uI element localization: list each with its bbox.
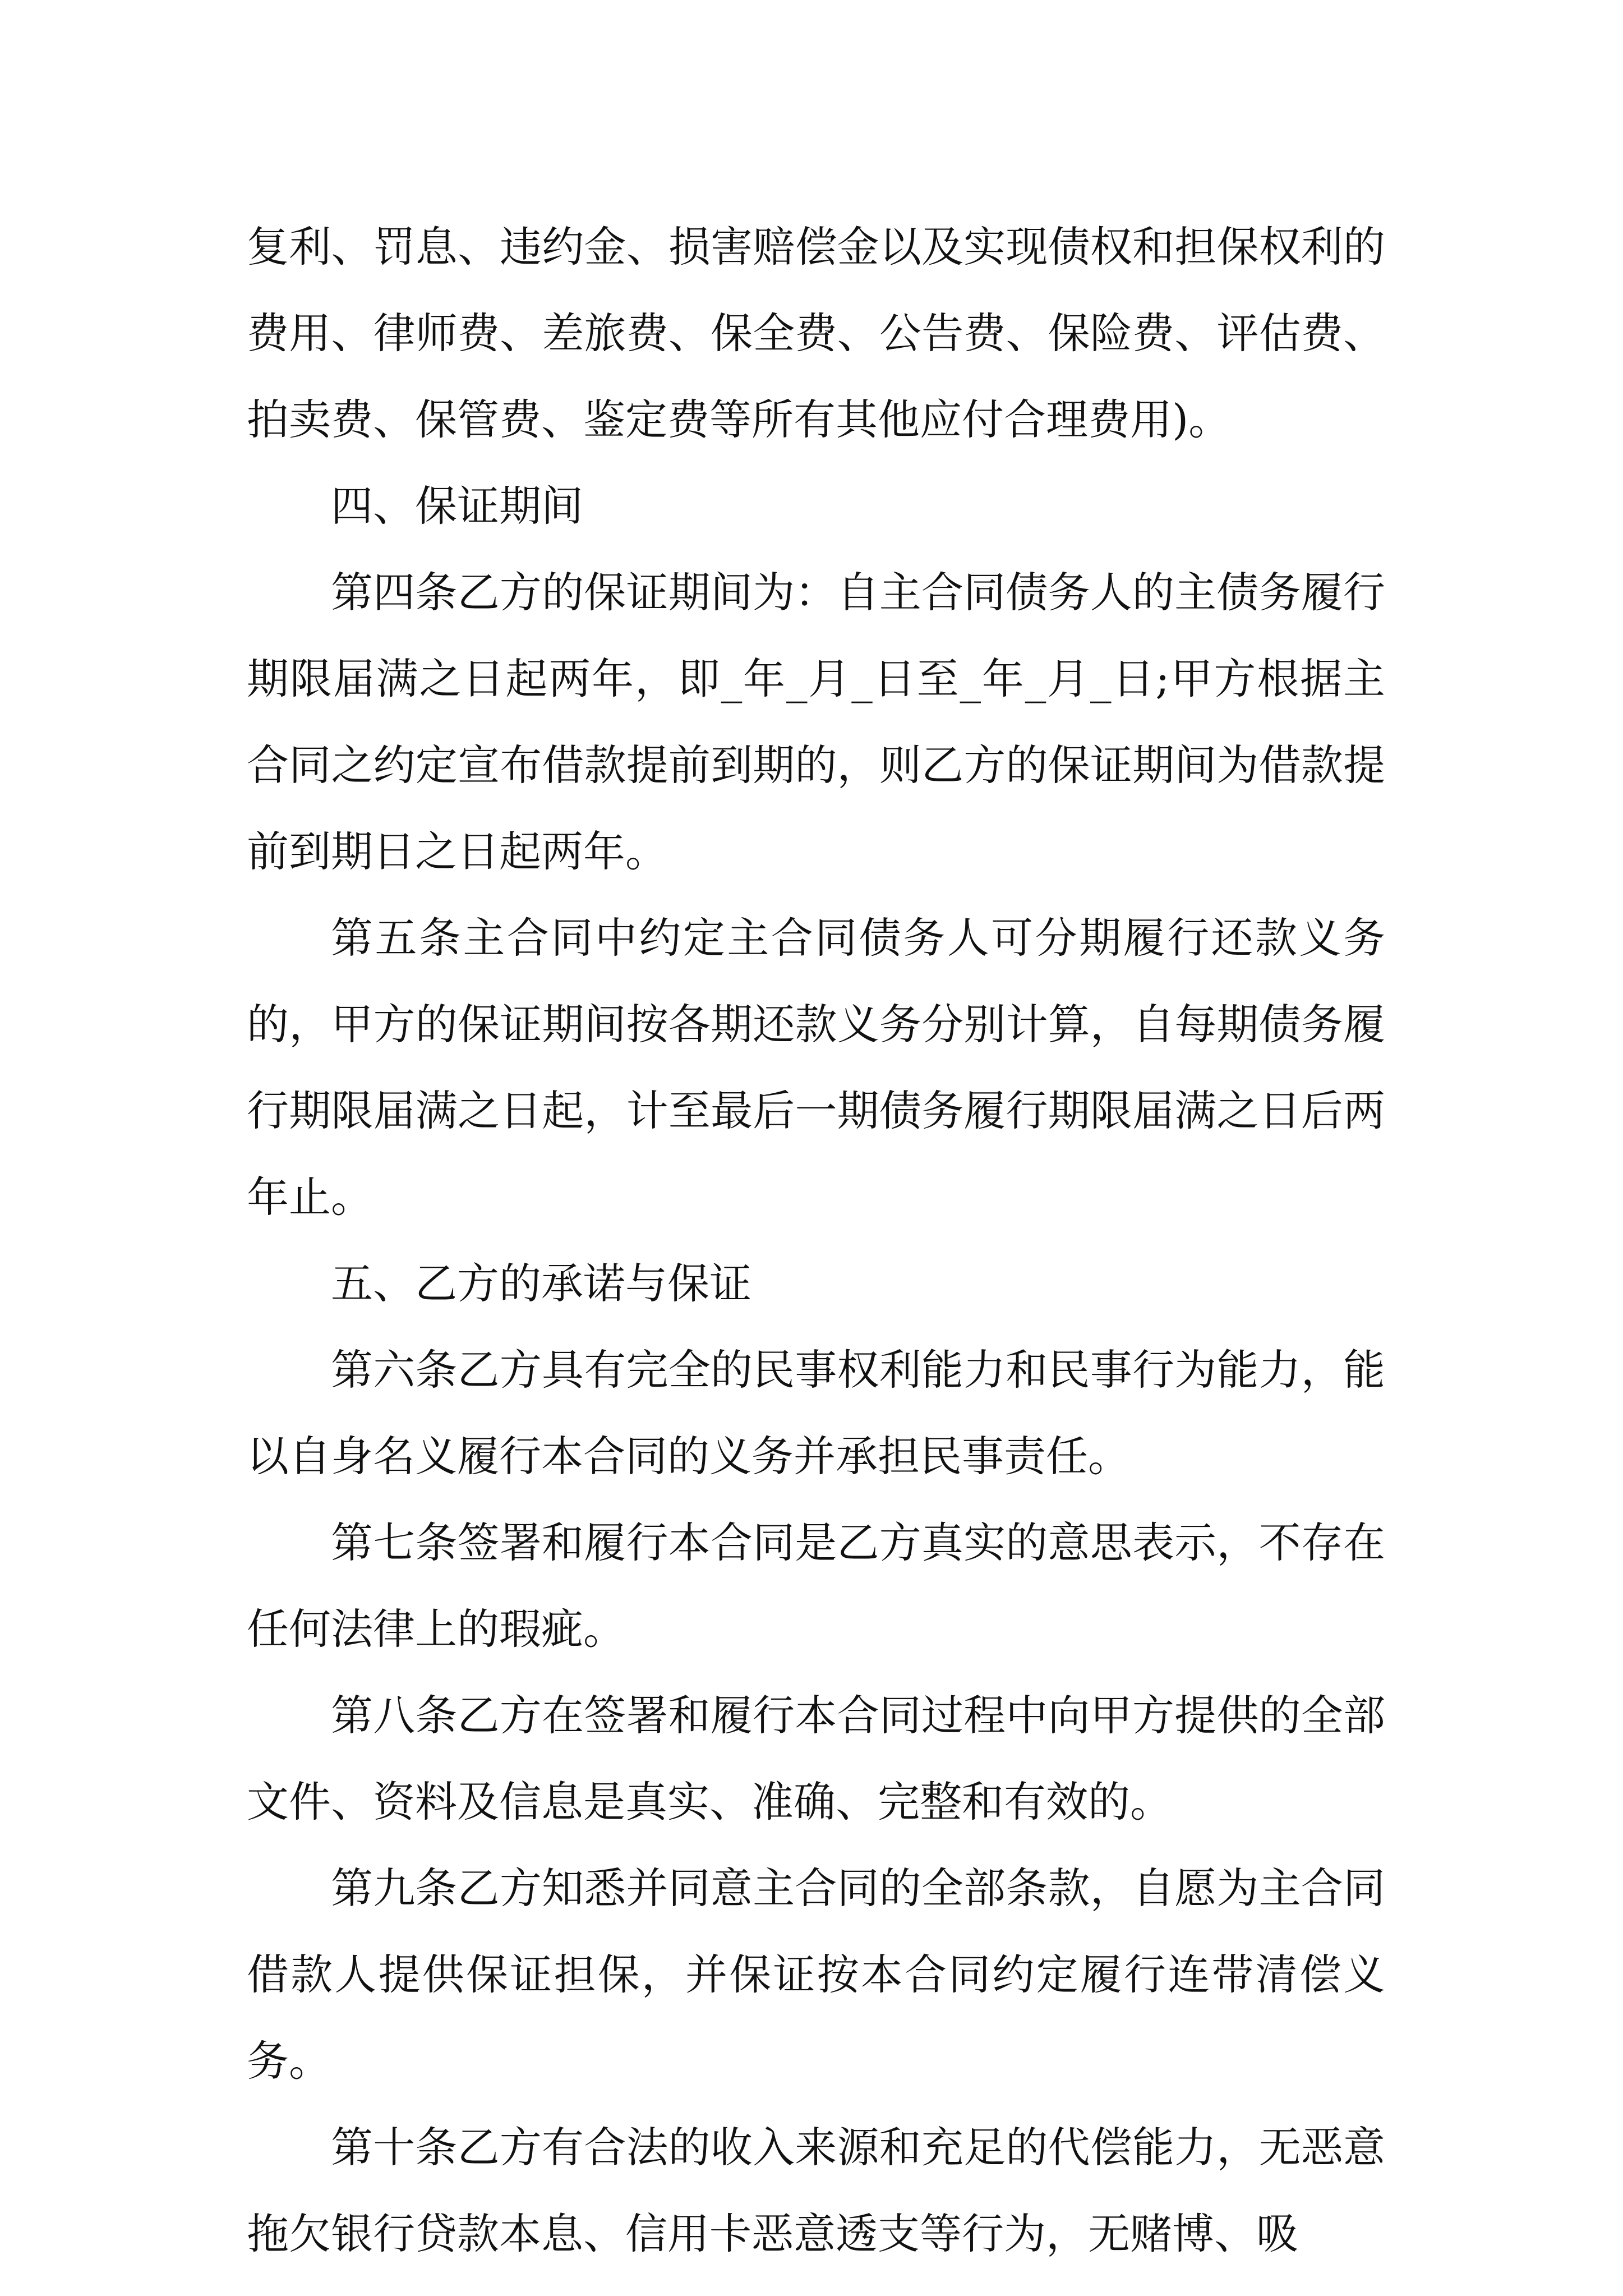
article-4: 第四条乙方的保证期间为：自主合同债务人的主债务履行期限届满之日起两年，即_年_月_日至_年_月_日;甲方根据主合同之约定宣布借款提前到期的，则乙方的保证期间为借款提前到期日之日起两年。 bbox=[247, 568, 1385, 876]
article-7: 第七条签署和履行本合同是乙方真实的意思表示，不存在任何法律上的瑕疵。 bbox=[247, 1518, 1385, 1654]
article-10: 第十条乙方有合法的收入来源和充足的代偿能力，无恶意拖欠银行贷款本息、信用卡恶意透支等行为，无赌博、吸 bbox=[247, 2123, 1385, 2258]
document-body bbox=[247, 204, 1385, 2277]
article-6: 第六条乙方具有完全的民事权利能力和民事行为能力，能以自身名义履行本合同的义务并承担民事责任。 bbox=[247, 1345, 1385, 1481]
article-9: 第九条乙方知悉并同意主合同的全部条款，自愿为主合同借款人提供保证担保，并保证按本合同约定履行连带清偿义务。 bbox=[247, 1864, 1385, 2086]
section-heading-commitments: 五、乙方的承诺与保证 bbox=[331, 1259, 752, 1308]
article-8: 第八条乙方在签署和履行本合同过程中向甲方提供的全部文件、资料及信息是真实、准确、完整和有效的。 bbox=[247, 1691, 1385, 1826]
paragraph-continuation: 复利、罚息、违约金、损害赔偿金以及实现债权和担保权利的费用、律师费、差旅费、保全费、公告费、保险费、评估费、拍卖费、保管费、鉴定费等所有其他应付合理费用)。 bbox=[247, 222, 1385, 444]
section-heading-guarantee-period: 四、保证期间 bbox=[331, 481, 584, 531]
article-5: 第五条主合同中约定主合同债务人可分期履行还款义务的，甲方的保证期间按各期还款义务分别计算，自每期债务履行期限届满之日起，计至最后一期债务履行期限届满之日后两年止。 bbox=[247, 913, 1385, 1222]
